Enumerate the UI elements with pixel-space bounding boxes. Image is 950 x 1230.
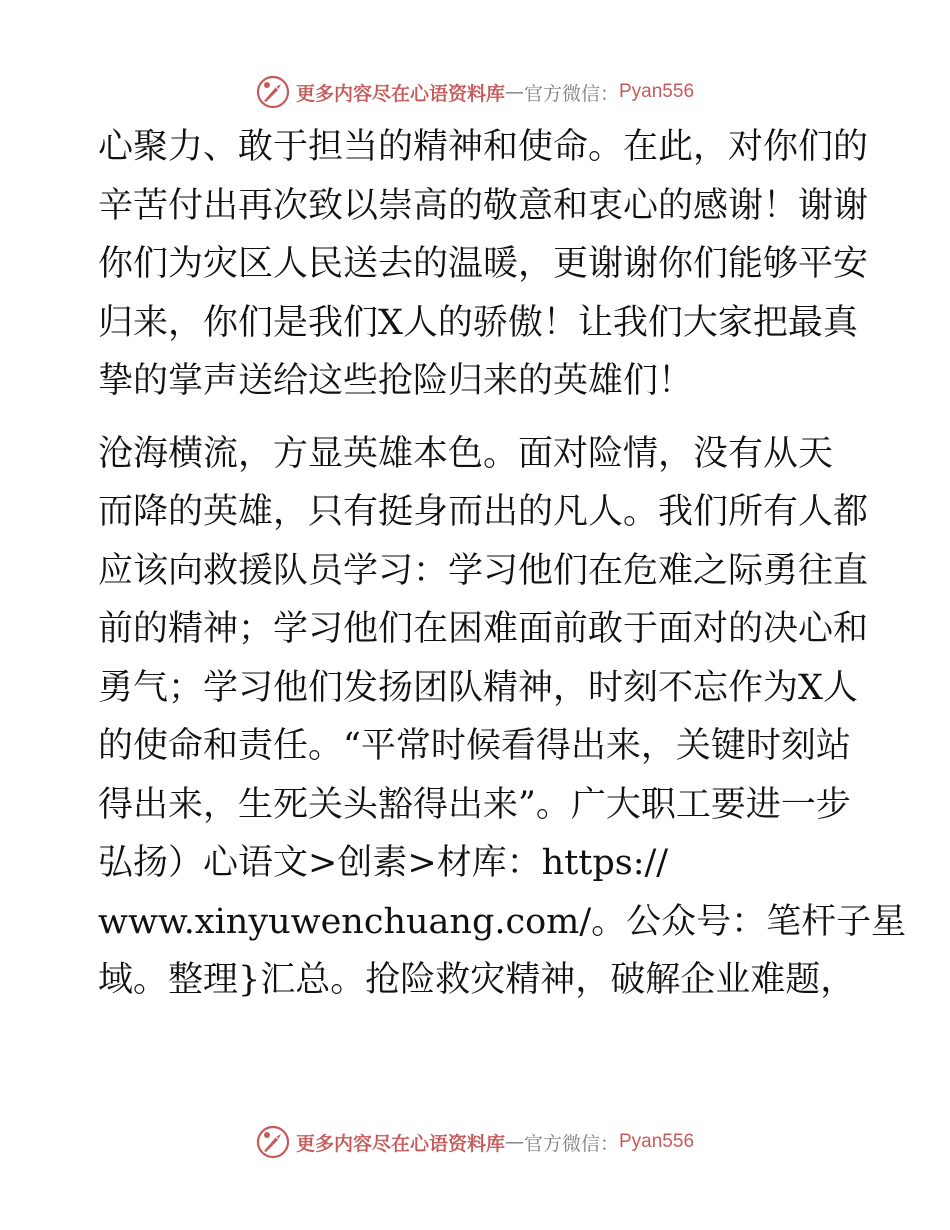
text-line: 勇气；学习他们发扬团队精神，时刻不忘作为X人 — [98, 667, 858, 708]
pen-nib-logo-icon — [256, 75, 290, 109]
text-line: 而降的英雄，只有挺身而出的凡人。我们所有人都 — [98, 492, 869, 532]
text-line: 心聚力、敢于担当的精神和使命。在此，对你们的 — [98, 127, 869, 167]
text-line: 应该向救援队员学习：学习他们在危难之际勇往直 — [98, 550, 869, 591]
text-line: 辛苦付出再次致以崇高的敬意和衷心的感谢！谢谢 — [98, 185, 869, 226]
banner-dash: — — [504, 81, 524, 103]
text-line: 弘扬）心语文>创素>材库：https:// — [98, 843, 669, 883]
pen-nib-logo-icon — [256, 1125, 290, 1159]
header-banner — [0, 72, 950, 112]
text-line: 挚的掌声送给这些抢险归来的英雄们！ — [98, 361, 694, 401]
text-line: 的使命和责任。“平常时候看得出来，关键时刻站 — [98, 726, 851, 766]
banner-wechat-id: Pyan556 — [619, 81, 695, 102]
text-line: 域。整理}汇总。抢险救灾精神，破解企业难题， — [98, 960, 856, 1000]
footer-banner — [0, 1122, 950, 1162]
text-line: 沧海横流，方显英雄本色。面对险情，没有从天 — [98, 433, 834, 474]
banner-wechat-label: 官方微信： — [523, 1132, 619, 1155]
paragraph-gap — [98, 411, 858, 425]
banner-site-text: 更多内容尽在心语资料库 — [295, 82, 505, 105]
text-line: www.xinyuwenchuang.com/。公众号：笔杆子星 — [98, 901, 907, 942]
banner-wechat-id: Pyan556 — [619, 1131, 695, 1152]
text-line: 前的精神；学习他们在困难面前敢于面对的决心和 — [98, 609, 869, 649]
banner-wechat-label: 官方微信： — [523, 82, 619, 105]
banner-dash: — — [504, 1131, 524, 1153]
document-body — [98, 118, 907, 1010]
text-line: 得出来，生死关头豁得出来”。广大职工要进一步 — [98, 784, 851, 825]
text-line: 归来，你们是我们X人的骄傲！让我们大家把最真 — [98, 302, 858, 343]
text-line: 你们为灾区人民送去的温暖，更谢谢你们能够平安 — [98, 244, 869, 284]
banner-site-text: 更多内容尽在心语资料库 — [295, 1132, 505, 1155]
